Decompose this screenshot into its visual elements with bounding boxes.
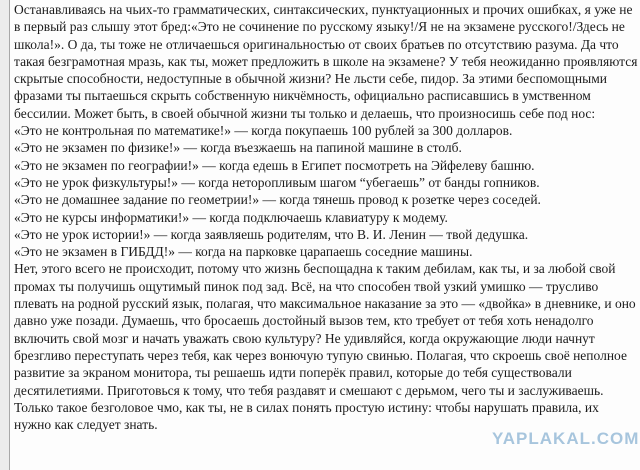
quote-line: «Это не экзамен по физике!» — когда въезжаешь на папиной машине в столб. [14,140,462,156]
paragraph-intro: Останавливаясь на чьих-то грамматических, синтаксических, пунктуационных и прочих ошибках, я уже не в первый раз слышу этот бред:«Это не сочинение по русскому языку!/Я не на экзамене русского!/Здесь не школа!». О да, ты тоже не отличаешься оригинальностью от своих братьев по отсутствию разума. Да что такая безграмотная мразь, как ты, может предложить в школе на экзамене? У тебя неожиданно проявляются скрытые способности, недоступные в обычной жизни? Не льсти себе, пидор. За этими беспомощными фразами ты пытаешься скрыть собственную никчёмность, официально расписавшись в умственном бессилии. Может быть, в своей обычной жизни ты только и делаешь, что произносишь себе под нос: [14,2,638,121]
quote-line: «Это не урок физкультуры!» — когда неторопливым шагом “убегаешь” от банды гопников. [14,174,540,190]
quote-line: «Это не курсы информатики!» — когда подключаешь клавиатуру к модему. [14,209,448,225]
quote-line: «Это не домашнее задание по геометрии!» — когда тянешь провод к розетке через соседей. [14,192,541,208]
text-content [14,1,638,433]
quote-line: «Это не контрольная по математике!» — когда покупаешь 100 рублей за 300 долларов. [14,123,513,139]
paragraph-outro: Нет, этого всего не происходит, потому что жизнь беспощадна к таким дебилам, как ты, и за любой свой промах ты получишь ощутимый пинок под зад. Всё, на что способен твой узкий умишко — трусливо плевать на родной русский язык, полагая, что максимальное наказание за это — «двойка» в дневнике, и оно давно уже позади. Думаешь, что бросаешь достойный вызов тем, кто требует от тебя хоть ненадолго включить свой мозг и начать уважать свою культуру? Не удивляйся, когда окружающие люди начнут брезгливо переступать через тебя, как через вонючую тупую свинью. Полагая, что скроешь своё неполное развитие за экраном монитора, ты решаешь идти поперёк правил, которые до тебя существовали десятилетиями. Приготовься к тому, что тебя раздавят и смешают с дерьмом, чего ты и заслуживаешь. Только такое безголовое чмо, как ты, не в силах понять простую истину: чтобы нарушать правила, их нужно как следует знать. [14,261,636,433]
quote-line: «Это не экзамен в ГИБДД!» — когда на парковке царапаешь соседние машины. [14,244,473,260]
left-gutter [0,0,10,470]
watermark: YAPLAKAL.COM [492,429,640,448]
quote-line: «Это не урок истории!» — когда заявляешь родителям, что В. И. Ленин — твой дедушка. [14,226,529,242]
quote-line: «Это не экзамен по географии!» — когда едешь в Египет посмотреть на Эйфелеву башню. [14,157,535,173]
